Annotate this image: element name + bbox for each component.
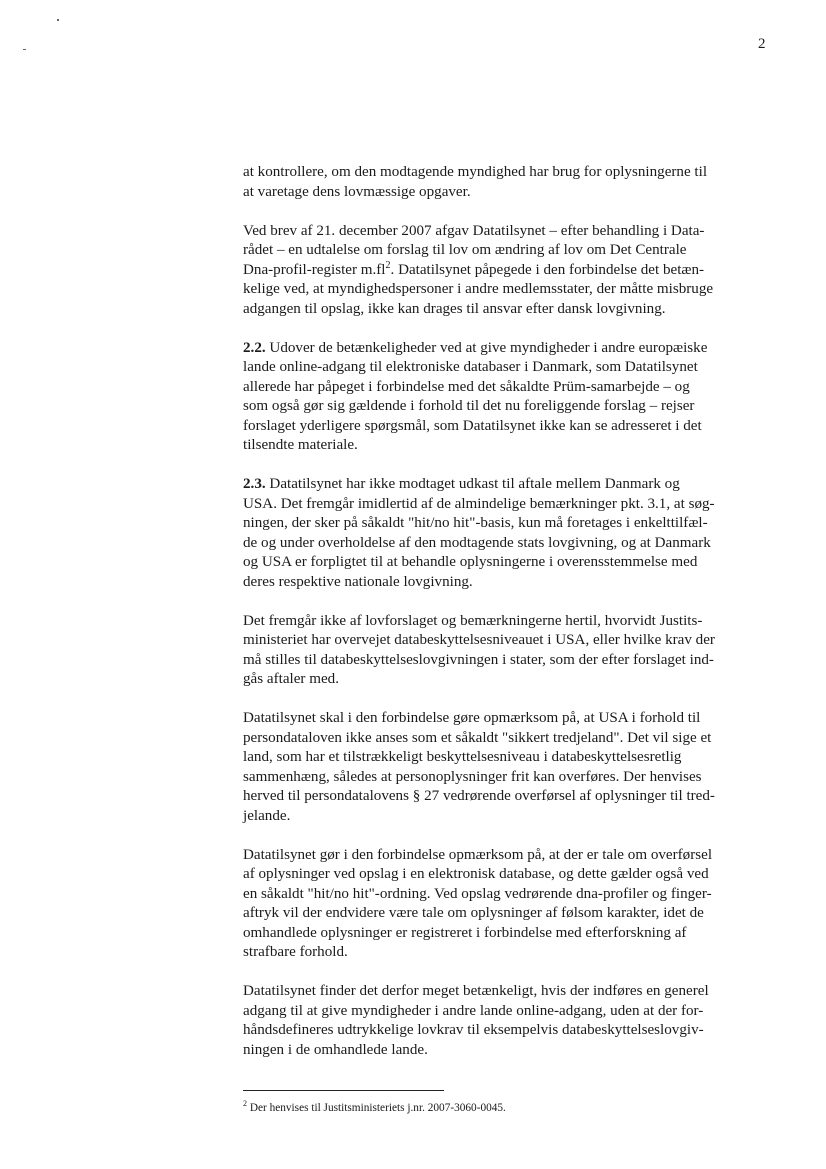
text-line: lande online-adgang til elektroniske databaser i Danmark, som Datatilsynet [243,359,698,375]
document-body [243,163,768,1080]
text-line: og USA er forpligtet til at behandle oplysningerne i overensstemmelse med [243,554,698,570]
text-line: ningen, der sker på såkaldt "hit/no hit"-basis, kun må foretages i enkelttilfæl- [243,515,708,531]
text-line-with-footnote [243,261,768,281]
footnote-text: Der henvises til Justitsministeriets j.nr. 2007-3060-0045. [249,1102,506,1114]
paragraph-conclusion [243,982,768,1060]
paragraph-continuation [243,163,768,202]
text-line: jelande. [243,807,291,824]
text-line: sammenhæng, således at personoplysninger frit kan overføres. Der henvises [243,768,702,785]
text-fragment: Datatilsynet påpegede i den forbindelse det betæn- [398,261,705,278]
text-line: Ved brev af 21. december 2007 afgav Datatilsynet – efter behandling i Data- [243,222,705,239]
text-line: må stilles til databeskyttelseslovgivningen i stater, som der efter forslaget ind- [243,651,714,668]
text-line: kelige ved, at myndighedspersoner i andre medlemsstater, der måtte misbruge [243,281,714,297]
paragraph-usa-protection-level [243,612,768,690]
text-line: USA. Det fremgår imidlertid af de almindelige bemærkninger pkt. 3.1, at søg- [243,495,715,512]
page-number: 2 [758,36,766,52]
footnote-reference: 2 [385,259,391,271]
paragraph-transfer-by-lookup [243,846,768,963]
text-line: gås aftaler med. [243,671,339,687]
text-line: omhandlede oplysninger er registreret i forbindelse med efterforskning af [243,924,687,941]
text-line: de og under overholdelse af den modtagende stats lovgivning, og at Danmark [243,534,711,551]
text-fragment: Udover de betænkeligheder ved at give myndigheder i andre europæiske [269,339,708,356]
scan-speck [23,49,26,50]
text-line: Datatilsynet finder det derfor meget betænkeligt, hvis der indføres en generel [243,983,709,999]
text-line: rådet – en udtalelse om forslag til lov om ændring af lov om Det Centrale [243,242,687,258]
text-line [243,475,768,495]
text-fragment: Datatilsynet har ikke modtaget udkast til aftale mellem Danmark og [269,476,680,492]
text-line: allerede har påpeget i forbindelse med det såkaldte Prüm-samarbejde – og [243,378,690,395]
text-line: ningen i de omhandlede lande. [243,1041,428,1058]
text-line: af oplysninger ved opslag i en elektronisk database, og dette gælder også ved [243,866,709,882]
footnote [243,1101,506,1115]
text-line: Datatilsynet skal i den forbindelse gøre opmærksom på, at USA i forhold til [243,710,701,726]
text-line: en såkaldt "hit/no hit"-ordning. Ved opslag vedrørende dna-profiler og finger- [243,885,712,902]
paragraph-letter-statement [243,222,768,320]
text-line: som også gør sig gældende i forhold til det nu foreliggende forslag – rejser [243,398,695,414]
section-2-2 [243,339,768,456]
text-line: adgangen til opslag, ikke kan drages til ansvar efter dansk lovgivning. [243,300,666,317]
text-line: aftryk vil der endvidere være tale om oplysninger af følsom karakter, idet de [243,905,704,921]
paragraph-safe-third-country [243,709,768,826]
text-line: persondataloven ikke anses som et såkaldt "sikkert tredjeland". Det vil sige et [243,729,712,746]
section-number: 2.2. [243,339,266,356]
footnote-separator [243,1090,444,1091]
text-line: deres respektive nationale lovgivning. [243,573,473,590]
text-fragment: Dna-profil-register m.fl [243,261,386,278]
text-line: at varetage dens lovmæssige opgaver. [243,183,471,200]
scan-speck [57,19,59,21]
text-fragment: . [390,261,395,278]
text-line: strafbare forhold. [243,944,348,960]
text-line: land, som har et tilstrækkeligt beskyttelsesniveau i databeskyttelsesretlig [243,749,682,765]
text-line: at kontrollere, om den modtagende myndighed har brug for oplysningerne til [243,164,708,180]
text-line: tilsendte materiale. [243,437,358,453]
text-line: Datatilsynet gør i den forbindelse opmærksom på, at der er tale om overførsel [243,846,713,863]
text-line: Det fremgår ikke af lovforslaget og bemærkningerne hertil, hvorvidt Justits- [243,612,703,629]
text-line [243,339,768,359]
text-line: ministeriet har overvejet databeskyttelsesniveauet i USA, eller hvilke krav der [243,632,715,648]
text-line: håndsdefineres udtrykkelige lovkrav til eksempelvis databeskyttelseslovgiv- [243,1022,704,1038]
text-line: adgang til at give myndigheder i andre lande online-adgang, uden at der for- [243,1002,704,1019]
text-line: herved til persondatalovens § 27 vedrørende overførsel af oplysninger til tred- [243,788,715,804]
section-2-3 [243,475,768,592]
footnote-marker: 2 [243,1099,247,1109]
section-number: 2.3. [243,476,266,492]
text-line: forslaget yderligere spørgsmål, som Datatilsynet ikke kan se adresseret i det [243,417,702,434]
